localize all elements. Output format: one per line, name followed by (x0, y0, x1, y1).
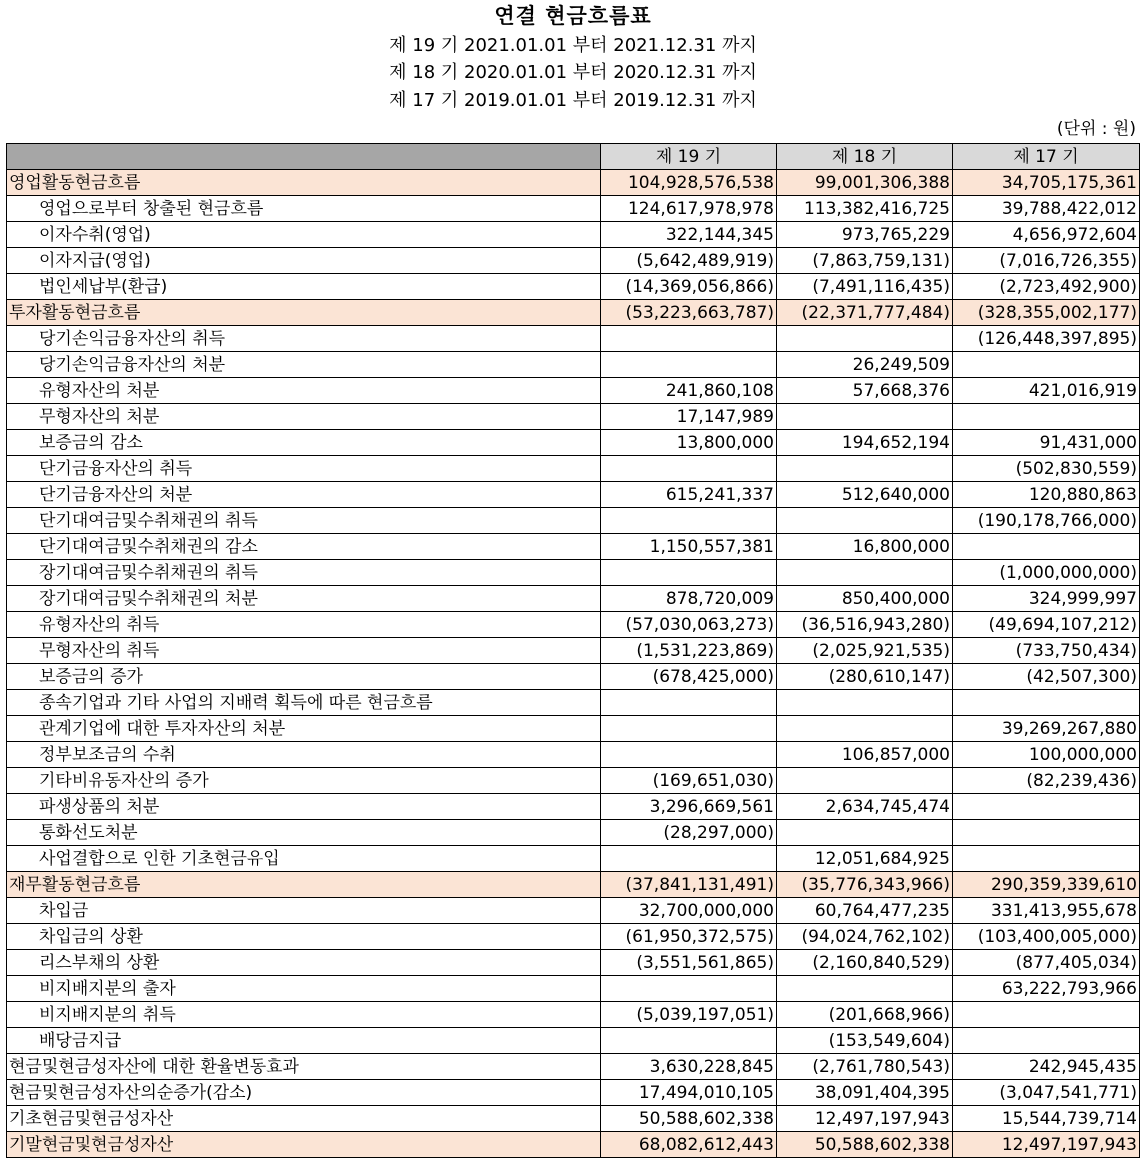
value-cell (601, 1028, 777, 1054)
value-cell: 322,144,345 (601, 222, 777, 248)
table-row (7, 482, 1140, 508)
value-cell (601, 352, 777, 378)
table-row (7, 950, 1140, 976)
value-cell: 38,091,404,395 (777, 1080, 953, 1106)
table-row (7, 404, 1140, 430)
value-cell: 2,634,745,474 (777, 794, 953, 820)
value-cell: (201,668,966) (777, 1002, 953, 1028)
value-cell: (169,651,030) (601, 768, 777, 794)
value-cell (777, 404, 953, 430)
value-cell: 60,764,477,235 (777, 898, 953, 924)
value-cell: (1,000,000,000) (953, 560, 1140, 586)
table-row (7, 742, 1140, 768)
row-label: 비지배지분의 취득 (7, 1002, 601, 1028)
value-cell: 106,857,000 (777, 742, 953, 768)
value-cell: (36,516,943,280) (777, 612, 953, 638)
table-row (7, 924, 1140, 950)
value-cell: (14,369,056,866) (601, 274, 777, 300)
table-row (7, 352, 1140, 378)
value-cell: 241,860,108 (601, 378, 777, 404)
value-cell: (3,047,541,771) (953, 1080, 1140, 1106)
table-row (7, 326, 1140, 352)
value-cell (601, 846, 777, 872)
value-cell (777, 976, 953, 1002)
table-row (7, 664, 1140, 690)
value-cell: 512,640,000 (777, 482, 953, 508)
value-cell (953, 352, 1140, 378)
value-cell: (1,531,223,869) (601, 638, 777, 664)
table-row (7, 872, 1140, 898)
value-cell: 878,720,009 (601, 586, 777, 612)
table-row (7, 248, 1140, 274)
value-cell: 17,494,010,105 (601, 1080, 777, 1106)
value-cell: 50,588,602,338 (777, 1132, 953, 1158)
value-cell: (53,223,663,787) (601, 300, 777, 326)
value-cell: (678,425,000) (601, 664, 777, 690)
value-cell: 104,928,576,538 (601, 170, 777, 196)
row-label: 종속기업과 기타 사업의 지배력 획득에 따른 현금흐름 (7, 690, 601, 716)
value-cell: (2,160,840,529) (777, 950, 953, 976)
table-row (7, 534, 1140, 560)
value-cell: 34,705,175,361 (953, 170, 1140, 196)
header-blank-cell (7, 144, 601, 170)
value-cell (953, 846, 1140, 872)
cash-flow-table (6, 143, 1140, 1158)
value-cell (953, 794, 1140, 820)
value-cell: (42,507,300) (953, 664, 1140, 690)
row-label: 보증금의 감소 (7, 430, 601, 456)
value-cell: (82,239,436) (953, 768, 1140, 794)
table-row (7, 976, 1140, 1002)
value-cell: (877,405,034) (953, 950, 1140, 976)
table-row (7, 586, 1140, 612)
value-cell (777, 768, 953, 794)
table-row (7, 1054, 1140, 1080)
value-cell: 124,617,978,978 (601, 196, 777, 222)
table-row (7, 456, 1140, 482)
row-label: 비지배지분의 출자 (7, 976, 601, 1002)
value-cell: 615,241,337 (601, 482, 777, 508)
table-row (7, 768, 1140, 794)
value-cell: (126,448,397,895) (953, 326, 1140, 352)
table-row (7, 196, 1140, 222)
value-cell: 39,269,267,880 (953, 716, 1140, 742)
table-row (7, 378, 1140, 404)
value-cell: 63,222,793,966 (953, 976, 1140, 1002)
table-row (7, 638, 1140, 664)
value-cell: 13,800,000 (601, 430, 777, 456)
row-label: 영업으로부터 창출된 현금흐름 (7, 196, 601, 222)
table-row (7, 898, 1140, 924)
table-row (7, 274, 1140, 300)
table-row (7, 716, 1140, 742)
value-cell (777, 508, 953, 534)
table-row (7, 820, 1140, 846)
value-cell: 99,001,306,388 (777, 170, 953, 196)
row-label: 기타비유동자산의 증가 (7, 768, 601, 794)
value-cell: 26,249,509 (777, 352, 953, 378)
table-row (7, 430, 1140, 456)
value-cell (777, 690, 953, 716)
value-cell: 3,296,669,561 (601, 794, 777, 820)
value-cell: (7,863,759,131) (777, 248, 953, 274)
value-cell: 15,544,739,714 (953, 1106, 1140, 1132)
row-label: 당기손익금융자산의 처분 (7, 352, 601, 378)
table-row (7, 1132, 1140, 1158)
row-label: 단기대여금및수취채권의 취득 (7, 508, 601, 534)
statement-title: 연결 현금흐름표 (494, 4, 652, 28)
row-label: 파생상품의 처분 (7, 794, 601, 820)
value-cell: 120,880,863 (953, 482, 1140, 508)
value-cell: 12,497,197,943 (953, 1132, 1140, 1158)
value-cell: 421,016,919 (953, 378, 1140, 404)
value-cell: (37,841,131,491) (601, 872, 777, 898)
table-row (7, 1028, 1140, 1054)
value-cell: 331,413,955,678 (953, 898, 1140, 924)
table-row (7, 300, 1140, 326)
value-cell: (94,024,762,102) (777, 924, 953, 950)
value-cell (953, 1002, 1140, 1028)
value-cell: (2,761,780,543) (777, 1054, 953, 1080)
value-cell (601, 690, 777, 716)
value-cell: (49,694,107,212) (953, 612, 1140, 638)
row-label: 현금및현금성자산의순증가(감소) (7, 1080, 601, 1106)
row-label: 단기금융자산의 처분 (7, 482, 601, 508)
value-cell: 91,431,000 (953, 430, 1140, 456)
value-cell: 3,630,228,845 (601, 1054, 777, 1080)
row-label: 이자지급(영업) (7, 248, 601, 274)
value-cell: 4,656,972,604 (953, 222, 1140, 248)
value-cell: (3,551,561,865) (601, 950, 777, 976)
row-label: 단기금융자산의 취득 (7, 456, 601, 482)
value-cell (953, 690, 1140, 716)
value-cell: (5,642,489,919) (601, 248, 777, 274)
row-label: 현금및현금성자산에 대한 환율변동효과 (7, 1054, 601, 1080)
value-cell: 1,150,557,381 (601, 534, 777, 560)
value-cell (953, 404, 1140, 430)
row-label: 투자활동현금흐름 (7, 300, 601, 326)
value-cell: (35,776,343,966) (777, 872, 953, 898)
value-cell: 50,588,602,338 (601, 1106, 777, 1132)
value-cell (601, 976, 777, 1002)
value-cell: 12,051,684,925 (777, 846, 953, 872)
period-line-17: 제 17 기 2019.01.01 부터 2019.12.31 까지 (389, 90, 757, 111)
table-row (7, 1106, 1140, 1132)
value-cell: 32,700,000,000 (601, 898, 777, 924)
value-cell: (2,723,492,900) (953, 274, 1140, 300)
row-label: 보증금의 증가 (7, 664, 601, 690)
table-row (7, 794, 1140, 820)
value-cell: (5,039,197,051) (601, 1002, 777, 1028)
value-cell: 194,652,194 (777, 430, 953, 456)
row-label: 기말현금및현금성자산 (7, 1132, 601, 1158)
table-row (7, 560, 1140, 586)
value-cell: 324,999,997 (953, 586, 1140, 612)
value-cell: (103,400,005,000) (953, 924, 1140, 950)
value-cell (777, 820, 953, 846)
row-label: 무형자산의 취득 (7, 638, 601, 664)
column-header-19: 제 19 기 (601, 144, 777, 170)
value-cell: (7,016,726,355) (953, 248, 1140, 274)
value-cell (601, 742, 777, 768)
value-cell: (22,371,777,484) (777, 300, 953, 326)
row-label: 단기대여금및수취채권의 감소 (7, 534, 601, 560)
column-header-18: 제 18 기 (777, 144, 953, 170)
table-row (7, 846, 1140, 872)
value-cell: 290,359,339,610 (953, 872, 1140, 898)
value-cell (953, 1028, 1140, 1054)
unit-label: (단위 : 원) (1056, 119, 1136, 139)
value-cell (953, 534, 1140, 560)
value-cell (777, 716, 953, 742)
value-cell (601, 456, 777, 482)
table-row (7, 508, 1140, 534)
table-row (7, 612, 1140, 638)
row-label: 이자수취(영업) (7, 222, 601, 248)
row-label: 유형자산의 취득 (7, 612, 601, 638)
value-cell: (328,355,002,177) (953, 300, 1140, 326)
row-label: 무형자산의 처분 (7, 404, 601, 430)
row-label: 관계기업에 대한 투자자산의 처분 (7, 716, 601, 742)
column-header-17: 제 17 기 (953, 144, 1140, 170)
table-row (7, 222, 1140, 248)
value-cell: 12,497,197,943 (777, 1106, 953, 1132)
row-label: 차입금 (7, 898, 601, 924)
value-cell: (28,297,000) (601, 820, 777, 846)
row-label: 당기손익금융자산의 취득 (7, 326, 601, 352)
row-label: 영업활동현금흐름 (7, 170, 601, 196)
value-cell (601, 326, 777, 352)
value-cell: 850,400,000 (777, 586, 953, 612)
row-label: 배당금지급 (7, 1028, 601, 1054)
value-cell: 242,945,435 (953, 1054, 1140, 1080)
row-label: 정부보조금의 수취 (7, 742, 601, 768)
value-cell: 16,800,000 (777, 534, 953, 560)
value-cell: 100,000,000 (953, 742, 1140, 768)
table-row (7, 690, 1140, 716)
value-cell: (61,950,372,575) (601, 924, 777, 950)
value-cell: 17,147,989 (601, 404, 777, 430)
table-row (7, 1002, 1140, 1028)
value-cell (953, 820, 1140, 846)
value-cell (777, 560, 953, 586)
value-cell: (280,610,147) (777, 664, 953, 690)
row-label: 통화선도처분 (7, 820, 601, 846)
value-cell (601, 560, 777, 586)
period-line-18: 제 18 기 2020.01.01 부터 2020.12.31 까지 (389, 62, 757, 83)
value-cell: 39,788,422,012 (953, 196, 1140, 222)
value-cell (777, 456, 953, 482)
value-cell: 57,668,376 (777, 378, 953, 404)
value-cell: (153,549,604) (777, 1028, 953, 1054)
row-label: 유형자산의 처분 (7, 378, 601, 404)
value-cell: (190,178,766,000) (953, 508, 1140, 534)
value-cell: (502,830,559) (953, 456, 1140, 482)
table-row (7, 1080, 1140, 1106)
value-cell: (2,025,921,535) (777, 638, 953, 664)
period-line-19: 제 19 기 2021.01.01 부터 2021.12.31 까지 (389, 35, 757, 56)
value-cell: 113,382,416,725 (777, 196, 953, 222)
row-label: 리스부채의 상환 (7, 950, 601, 976)
value-cell: (57,030,063,273) (601, 612, 777, 638)
row-label: 법인세납부(환급) (7, 274, 601, 300)
value-cell: (733,750,434) (953, 638, 1140, 664)
value-cell (777, 326, 953, 352)
row-label: 장기대여금및수취채권의 취득 (7, 560, 601, 586)
row-label: 기초현금및현금성자산 (7, 1106, 601, 1132)
value-cell (601, 716, 777, 742)
header-row (7, 144, 1140, 170)
row-label: 장기대여금및수취채권의 처분 (7, 586, 601, 612)
value-cell: 68,082,612,443 (601, 1132, 777, 1158)
value-cell: (7,491,116,435) (777, 274, 953, 300)
table-row (7, 170, 1140, 196)
row-label: 재무활동현금흐름 (7, 872, 601, 898)
row-label: 차입금의 상환 (7, 924, 601, 950)
value-cell: 973,765,229 (777, 222, 953, 248)
value-cell (601, 508, 777, 534)
row-label: 사업결합으로 인한 기초현금유입 (7, 846, 601, 872)
